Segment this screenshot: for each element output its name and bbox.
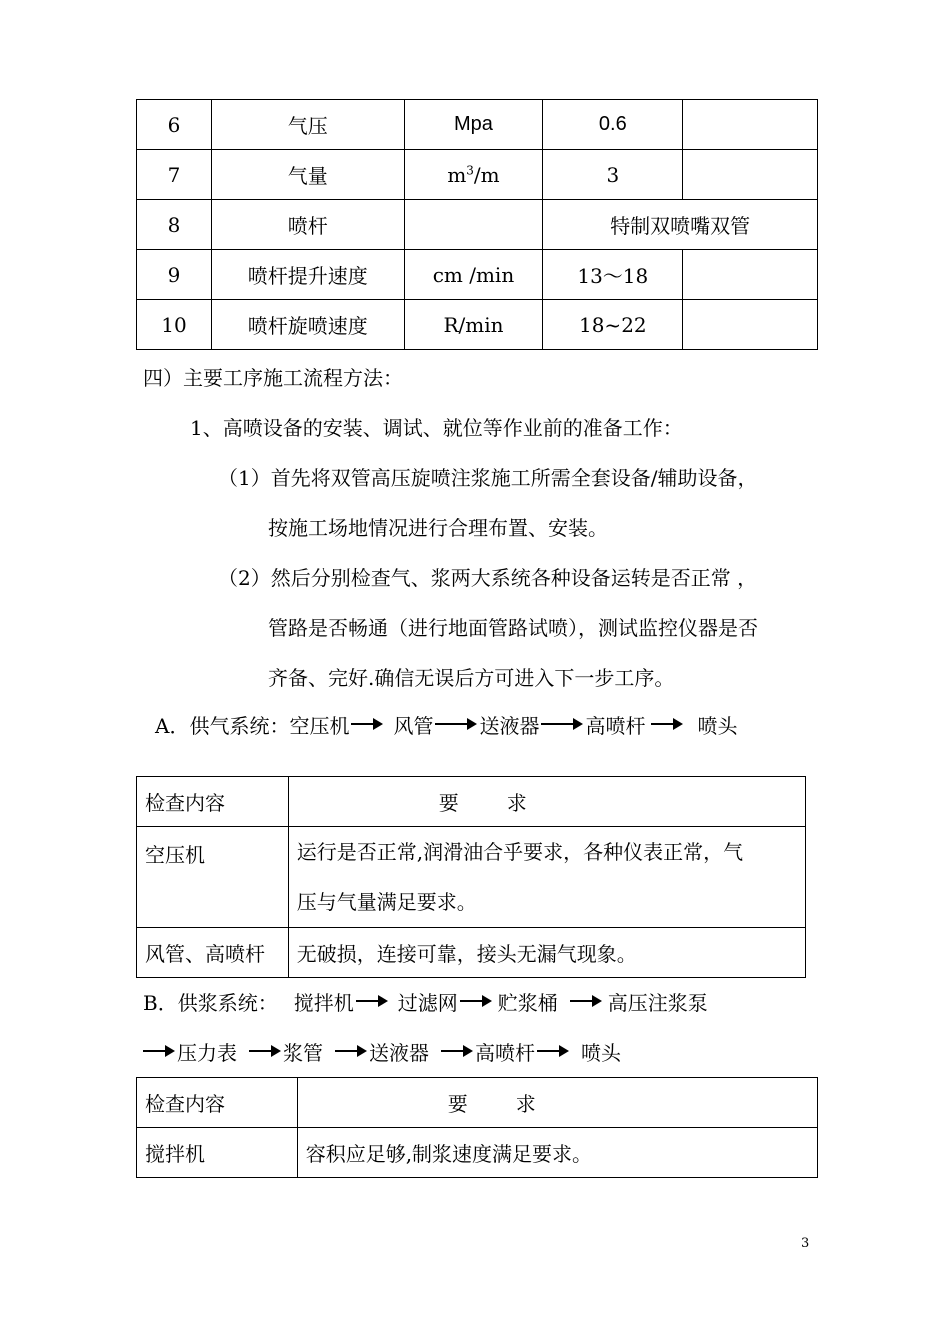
arrow-right-icon [460,995,492,1007]
table-row [137,1078,818,1128]
flow-step: 送液器 [479,713,540,738]
requirement-line: 压与气量满足要求。 [296,890,477,914]
slurry-supply-flow [143,987,708,1015]
arrow-right-icon [537,1045,569,1057]
param-value: 3 [543,150,683,200]
param-note [683,150,818,200]
check-item: 风管、高喷杆 [137,928,289,978]
unit-main: m [447,162,467,187]
arrow-right-icon [143,1045,175,1057]
param-unit: R/min [404,300,543,350]
row-number: 6 [137,100,212,150]
param-value: 18~22 [543,300,683,350]
param-unit: Mpa [404,100,543,150]
flow-step: 高喷杆 [585,713,646,738]
row-number: 9 [137,250,212,300]
header-requirement [297,1078,817,1128]
table-row [137,300,818,350]
header-req-char: 要 [438,791,459,815]
param-item: 气压 [211,100,404,150]
slurry-check-table [136,1077,818,1178]
page-number: 3 [801,1236,810,1251]
flow-step: 浆管 [283,1040,323,1065]
arrow-right-icon [651,718,683,730]
param-unit: cm /min [404,250,543,300]
air-check-table [136,776,806,978]
arrow-right-icon [356,995,388,1007]
flow-step: 过滤网 [397,990,458,1015]
arrow-right-icon [249,1045,281,1057]
flow-step: 贮浆桶 [497,990,558,1015]
paragraph-line: 按施工场地情况进行合理布置、安装。 [268,516,608,540]
parameter-table [136,99,818,350]
arrow-right-icon [441,1045,473,1057]
header-item: 检查内容 [137,1078,298,1128]
table-row [137,928,806,978]
check-item: 空压机 [137,827,289,928]
flow-step: 空压机 [289,713,350,738]
arrow-right-icon [335,1045,367,1057]
row-number: 7 [137,150,212,200]
param-value: 0.6 [543,100,683,150]
arrow-right-icon [570,995,602,1007]
arrow-right-icon [435,718,477,730]
header-req-char: 要 [447,1092,468,1116]
param-unit [404,200,543,250]
table-row [137,777,806,827]
table-row [137,150,818,200]
paragraph-line: 管路是否畅通（进行地面管路试喷），测试监控仪器是否 [268,616,758,640]
table-row [137,200,818,250]
header-req-char: 求 [515,1092,536,1116]
flow-step: 压力表 [177,1040,237,1065]
param-note [683,250,818,300]
table-row [137,100,818,150]
param-note [683,300,818,350]
check-requirement: 容积应足够,制浆速度满足要求。 [297,1128,817,1178]
paragraph-line: 齐备、完好.确信无误后方可进入下一步工序。 [268,666,675,690]
flow-step: 高压注浆泵 [607,990,708,1015]
unit-tail: /m [473,162,500,187]
check-item: 搅拌机 [137,1128,298,1178]
param-value: 特制双喷嘴双管 [543,200,818,250]
param-unit [404,150,543,200]
flow-step: 送液器 [369,1040,429,1065]
slurry-supply-flow-continued [143,1037,621,1065]
flow-step: 高喷杆 [475,1040,535,1065]
row-number: 8 [137,200,212,250]
param-item: 气量 [211,150,404,200]
param-note [683,100,818,150]
flow-step: 喷头 [697,713,738,738]
section-heading: 四）主要工序施工流程方法： [143,366,403,390]
subsection-heading: 1、高喷设备的安装、调试、就位等作业前的准备工作： [190,416,683,440]
table-row [137,1128,818,1178]
table-row [137,827,806,928]
param-value: 13～18 [543,250,683,300]
row-number: 10 [137,300,212,350]
param-item: 喷杆提升速度 [211,250,404,300]
header-requirement [288,777,805,827]
flow-label: B．供浆系统： [143,990,278,1015]
paragraph-line: （2）然后分别检查气、浆两大系统各种设备运转是否正常 ， [218,566,758,590]
air-supply-flow [155,710,737,738]
flow-step: 喷头 [581,1040,621,1065]
requirement-line: 运行是否正常,润滑油合乎要求，各种仪表正常，气 [296,840,744,864]
arrow-right-icon [351,718,383,730]
paragraph-line: （1）首先将双管高压旋喷注浆施工所需全套设备/辅助设备， [218,466,758,490]
header-item: 检查内容 [137,777,289,827]
flow-step: 风管 [393,713,434,738]
param-item: 喷杆 [211,200,404,250]
check-requirement: 无破损，连接可靠，接头无漏气现象。 [288,928,805,978]
unit-superscript: 3 [466,162,474,177]
flow-step: 搅拌机 [293,990,354,1015]
param-item: 喷杆旋喷速度 [211,300,404,350]
arrow-right-icon [541,718,583,730]
check-requirement [288,827,805,928]
header-req-char: 求 [506,791,527,815]
flow-label: A．供气系统： [155,713,290,738]
table-row [137,250,818,300]
